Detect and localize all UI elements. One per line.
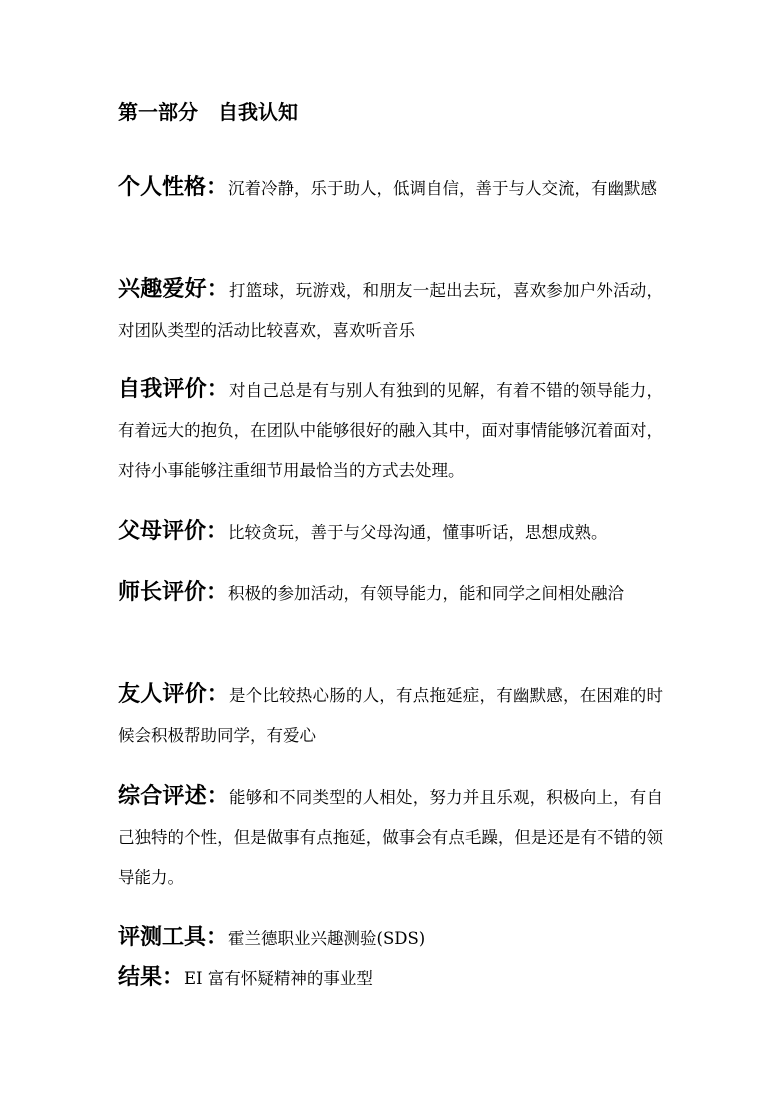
entry-label: 结果： (118, 965, 185, 990)
entry-text: EI 富有怀疑精神的事业型 (184, 969, 373, 988)
entry-text: 能够和不同类型的人相处，努力并且乐观，积极向上，有自己独特的个性，但是做事有点拖延，做事会有点毛躁，但是还是有不错的领导能力。 (118, 788, 663, 887)
entry-label: 兴趣爱好： (118, 277, 229, 302)
section-title: 第一部分 自我认知 (118, 100, 298, 124)
entry-assessment-tool (118, 918, 663, 959)
entry-label: 评测工具： (118, 925, 229, 950)
entry-label: 个人性格： (118, 175, 229, 200)
entry-text: 积极的参加活动，有领导能力，能和同学之间相处融洽 (228, 584, 625, 603)
entry-text: 对自己总是有与别人有独到的见解，有着不错的领导能力，有着远大的抱负，在团队中能够很好的融入其中，面对事情能够沉着面对，对待小事能够注重细节用最恰当的方式去处理。 (118, 381, 663, 480)
entry-result (118, 958, 663, 999)
entry-label: 父母评价： (118, 519, 229, 544)
entry-text: 沉着冷静，乐于助人，低调自信，善于与人交流，有幽默感 (228, 179, 658, 198)
entry-friend-evaluation (118, 675, 663, 756)
entry-text: 打篮球，玩游戏，和朋友一起出去玩，喜欢参加户外活动，对团队类型的活动比较喜欢，喜欢听音乐 (118, 281, 663, 340)
entry-teacher-evaluation (118, 573, 663, 614)
entry-label: 师长评价： (118, 580, 229, 605)
entry-label: 自我评价： (118, 377, 229, 402)
entry-personality (118, 168, 663, 209)
entry-summary (118, 777, 663, 898)
entry-text: 霍兰德职业兴趣测验(SDS) (228, 929, 426, 948)
entry-text: 是个比较热心肠的人，有点拖延症，有幽默感，在困难的时候会积极帮助同学，有爱心 (118, 686, 663, 745)
entry-label: 友人评价： (118, 682, 229, 707)
entry-label: 综合评述： (118, 784, 229, 809)
entry-parent-evaluation (118, 512, 663, 553)
entry-self-evaluation (118, 370, 663, 491)
entry-text: 比较贪玩，善于与父母沟通，懂事听话，思想成熟。 (228, 523, 608, 542)
entry-hobbies (118, 270, 663, 351)
